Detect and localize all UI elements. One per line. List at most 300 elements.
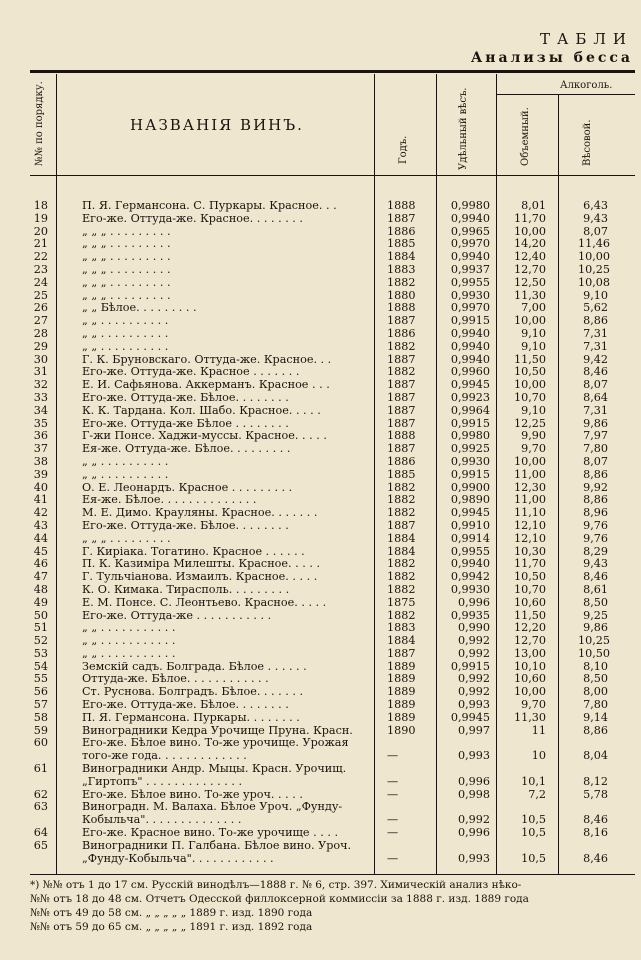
year: 1884 [387, 544, 416, 558]
wine-name: Его-же. Оттуда-же . . . . . . . . . . . [82, 609, 272, 622]
row-number: 21 [33, 237, 48, 251]
alcohol-weight: 9,14 [583, 710, 608, 724]
year: 1875 [387, 595, 416, 609]
specific-gravity: 0,9945 [450, 710, 490, 724]
alcohol-weight: 8,07 [583, 224, 608, 238]
alcohol-volume: 9,10 [521, 326, 546, 340]
alcohol-volume: 11 [531, 723, 546, 737]
table-row [30, 763, 635, 789]
specific-gravity: 0,993 [457, 698, 490, 712]
header-bottom-rule [30, 175, 635, 176]
specific-gravity: 0,9914 [450, 531, 490, 545]
specific-gravity: 0,997 [457, 723, 490, 737]
specific-gravity: 0,992 [457, 672, 490, 686]
specific-gravity: 0,9942 [450, 570, 490, 584]
alcohol-weight: 9,86 [583, 621, 608, 635]
alcohol-weight: 8,86 [583, 723, 608, 737]
wine-name: Г. Тульчіанова. Измаилъ. Красное. . . . . [82, 571, 318, 584]
row-number: 28 [33, 326, 48, 340]
table-row [30, 725, 635, 738]
row-number: 40 [33, 480, 48, 494]
alcohol-volume: 12,30 [513, 480, 546, 494]
alcohol-weight: 9,10 [583, 288, 608, 302]
alcohol-volume: 10 [531, 749, 546, 763]
wine-name: Е. И. Сафьянова. Аккерманъ. Красное . . . [82, 379, 330, 392]
row-number: 57 [33, 698, 48, 712]
specific-gravity: 0,993 [457, 749, 490, 763]
year: 1887 [387, 442, 416, 456]
year: 1882 [387, 493, 416, 507]
table-row [30, 597, 635, 610]
header-divider [436, 74, 437, 176]
row-number: 35 [33, 416, 48, 430]
specific-gravity: 0,992 [457, 646, 490, 660]
wine-name: Виноградники Кедра Урочище Пруна. Красн. [82, 724, 353, 737]
alcohol-volume: 7,2 [528, 787, 546, 801]
year: 1889 [387, 698, 416, 712]
row-number: 50 [33, 608, 48, 622]
wine-name: Г. К. Бруновскаго. Оттуда-же. Красное. . . [82, 353, 332, 366]
wine-name: „ „ . . . . . . . . . . . [82, 622, 176, 635]
alcohol-weight: 9,76 [583, 518, 608, 532]
specific-gravity: 0,9915 [450, 659, 490, 673]
col-specific-header: Удѣльный вѣсъ. [458, 87, 469, 170]
alcohol-volume: 10,10 [513, 659, 546, 673]
row-number: 33 [33, 390, 48, 404]
row-number: 64 [33, 826, 48, 840]
alcohol-weight: 10,25 [578, 634, 611, 648]
alcohol-weight: 10,50 [578, 646, 611, 660]
wine-name: „ „ . . . . . . . . . . . [82, 635, 176, 648]
specific-gravity: 0,992 [457, 813, 490, 827]
alcohol-volume: 10,70 [513, 582, 546, 596]
alcohol-volume: 10,00 [513, 314, 546, 328]
alcohol-weight: 7,97 [583, 429, 608, 443]
alcohol-volume: 13,00 [513, 646, 546, 660]
table-header [30, 74, 635, 176]
year: 1886 [387, 224, 416, 238]
alcohol-volume: 10,50 [513, 570, 546, 584]
wine-name: Виноградники Андр. Мыцы. Красн. Урочищ. „Гиртопъ" . . . . . . . . . . . . . . [82, 763, 347, 788]
alcohol-volume: 12,40 [513, 250, 546, 264]
alcohol-weight: 8,50 [583, 595, 608, 609]
alcohol-weight: 8,00 [583, 685, 608, 699]
wine-name: Его-же. Оттуда-же. Бѣлое. . . . . . . . [82, 391, 289, 404]
table-row [30, 277, 635, 290]
wine-name: „ „ „ . . . . . . . . . [82, 238, 171, 251]
row-number: 23 [33, 262, 48, 276]
year: 1882 [387, 582, 416, 596]
specific-gravity: 0,9945 [450, 506, 490, 520]
specific-gravity: 0,9940 [450, 250, 490, 264]
row-number: 51 [33, 621, 48, 635]
specific-gravity: 0,9925 [450, 442, 490, 456]
row-number: 25 [33, 288, 48, 302]
alcohol-volume: 12,25 [513, 416, 546, 430]
specific-gravity: 0,9970 [450, 301, 490, 315]
year: 1887 [387, 390, 416, 404]
wine-name: Ст. Руснова. Болградъ. Бѣлое. . . . . . . [82, 686, 304, 699]
alcohol-weight: 7,31 [583, 403, 608, 417]
alcohol-weight: 8,86 [583, 467, 608, 481]
alcohol-volume: 11,00 [513, 467, 546, 481]
wine-name: П. Я. Германсона. С. Пуркары. Красное. . . [82, 200, 337, 212]
alcohol-weight: 9,86 [583, 416, 608, 430]
alcohol-volume: 10,60 [513, 672, 546, 686]
alcohol-weight: 9,92 [583, 480, 608, 494]
specific-gravity: 0,9930 [450, 582, 490, 596]
alcohol-volume: 12,70 [513, 262, 546, 276]
wine-name: „ „ „ . . . . . . . . . [82, 225, 171, 238]
year: 1888 [387, 301, 416, 315]
specific-gravity: 0,9923 [450, 390, 490, 404]
year: — [387, 749, 399, 763]
wine-name: Его-же. Оттуда-же. Бѣлое. . . . . . . . [82, 519, 289, 532]
alcohol-weight: 7,31 [583, 339, 608, 353]
table-row [30, 699, 635, 712]
alcohol-volume: 12,70 [513, 634, 546, 648]
table-bottom-rule [30, 874, 635, 875]
specific-gravity: 0,9960 [450, 365, 490, 379]
top-rule [30, 70, 635, 73]
year: 1882 [387, 608, 416, 622]
alcohol-weight: 9,25 [583, 608, 608, 622]
row-number: 62 [33, 787, 48, 801]
table-row [30, 328, 635, 341]
alcohol-volume: 10,00 [513, 224, 546, 238]
table-row [30, 827, 635, 840]
wine-name: Его-же. Оттуда-же. Красное . . . . . . . [82, 366, 300, 379]
alcohol-weight: 10,08 [578, 275, 611, 289]
alcohol-volume: 11,50 [513, 608, 546, 622]
year: 1888 [387, 429, 416, 443]
specific-gravity: 0,9980 [450, 199, 490, 212]
alcohol-weight: 8,96 [583, 506, 608, 520]
row-number: 53 [33, 646, 48, 660]
specific-gravity: 0,9955 [450, 275, 490, 289]
wine-name: О. Е. Леонардъ. Красное . . . . . . . . . [82, 481, 293, 494]
alcohol-weight: 8,12 [583, 774, 608, 788]
row-number: 47 [33, 570, 48, 584]
year: 1885 [387, 237, 416, 251]
wine-name: „ „ Бѣлое. . . . . . . . . [82, 302, 197, 315]
wine-name: Виноградн. М. Валаха. Бѣлое Уроч. „Фунду-Кобыльча". . . . . . . . . . . . . . [82, 801, 343, 827]
table-row [30, 571, 635, 584]
specific-gravity: 0,996 [457, 595, 490, 609]
row-number: 36 [33, 429, 48, 443]
year: — [387, 826, 399, 840]
alcohol-weight: 10,25 [578, 262, 611, 276]
year: 1882 [387, 365, 416, 379]
table-row [30, 456, 635, 469]
specific-gravity: 0,9980 [450, 429, 490, 443]
year: 1887 [387, 403, 416, 417]
alcohol-weight: 5,62 [583, 301, 608, 315]
wine-name: Оттуда-же. Бѣлое. . . . . . . . . . . . [82, 673, 269, 686]
alcohol-weight: 8,50 [583, 672, 608, 686]
specific-gravity: 0,9937 [450, 262, 490, 276]
col-alcohol-header: Алкоголь. [560, 80, 613, 91]
specific-gravity: 0,9935 [450, 608, 490, 622]
alcohol-volume: 10,5 [521, 813, 546, 827]
alcohol-volume: 12,50 [513, 275, 546, 289]
year: 1887 [387, 416, 416, 430]
year: — [387, 851, 399, 865]
year: 1886 [387, 326, 416, 340]
alcohol-volume: 10,70 [513, 390, 546, 404]
wine-name: П. К. Казиміра Милешты. Красное. . . . . [82, 558, 321, 571]
year: 1886 [387, 454, 416, 468]
specific-gravity: 0,9940 [450, 211, 490, 225]
row-number: 38 [33, 454, 48, 468]
row-number: 58 [33, 710, 48, 724]
year: 1889 [387, 710, 416, 724]
specific-gravity: 0,9915 [450, 416, 490, 430]
year: 1883 [387, 621, 416, 635]
alcohol-weight: 7,80 [583, 442, 608, 456]
alcohol-weight: 9,76 [583, 531, 608, 545]
alcohol-volume: 10,5 [521, 851, 546, 865]
wine-name: „ „ „ . . . . . . . . . [82, 251, 171, 264]
header-divider [56, 74, 57, 176]
specific-gravity: 0,9940 [450, 557, 490, 571]
wine-name: Земскій садъ. Болграда. Бѣлое . . . . . . [82, 660, 307, 673]
alcohol-weight: 9,42 [583, 352, 608, 366]
specific-gravity: 0,993 [457, 851, 490, 865]
footnote: №№ отъ 49 до 58 см. „ „ „ „ „ 1889 г. изд. 1890 года [30, 907, 313, 919]
alcohol-weight: 8,16 [583, 826, 608, 840]
alcohol-weight: 8,04 [583, 749, 608, 763]
year: 1889 [387, 685, 416, 699]
row-number: 56 [33, 685, 48, 699]
year: 1882 [387, 506, 416, 520]
footnotes [30, 878, 635, 934]
alcohol-volume: 11,70 [513, 557, 546, 571]
row-number: 61 [33, 762, 48, 776]
alcohol-volume: 11,10 [513, 506, 546, 520]
alcohol-volume: 9,10 [521, 339, 546, 353]
alcohol-volume: 10,50 [513, 365, 546, 379]
table-row [30, 341, 635, 354]
year: — [387, 774, 399, 788]
wine-name: Г. Киріака. Тогатино. Красное . . . . . . [82, 545, 305, 558]
specific-gravity: 0,996 [457, 774, 490, 788]
table-row [30, 840, 635, 866]
specific-gravity: 0,9890 [450, 493, 490, 507]
alcohol-volume: 11,00 [513, 493, 546, 507]
row-number: 45 [33, 544, 48, 558]
year: 1883 [387, 262, 416, 276]
table-row [30, 392, 635, 405]
table-row [30, 648, 635, 661]
footnote: *) №№ отъ 1 до 17 см. Русскій винодѣлъ—1888 г. № 6, стр. 397. Химическій анализ нѣко- [30, 879, 522, 891]
year: 1887 [387, 211, 416, 225]
wine-name: Ея-же. Оттуда-же. Бѣлое. . . . . . . . . [82, 443, 291, 456]
alcohol-volume: 10,1 [521, 774, 546, 788]
year: 1882 [387, 570, 416, 584]
row-number: 26 [33, 301, 48, 315]
table-row [30, 507, 635, 520]
table-row [30, 405, 635, 418]
year: 1887 [387, 518, 416, 532]
col-year-header: Годъ. [398, 135, 409, 164]
specific-gravity: 0,9915 [450, 467, 490, 481]
wine-name: „ „ „ . . . . . . . . . [82, 276, 171, 289]
row-number: 24 [33, 275, 48, 289]
col-volume-header: Объемный. [520, 107, 531, 166]
year: 1882 [387, 557, 416, 571]
alcohol-weight: 9,43 [583, 211, 608, 225]
alcohol-volume: 10,30 [513, 544, 546, 558]
year: 1887 [387, 314, 416, 328]
wine-name: П. Я. Германсона. Пуркары. . . . . . . . [82, 711, 300, 724]
table-row [30, 213, 635, 226]
wine-name: „ „ „ . . . . . . . . . [82, 263, 171, 276]
wine-name: „ „ „ . . . . . . . . . [82, 532, 171, 545]
wine-name: „ „ . . . . . . . . . . [82, 327, 169, 340]
alcohol-volume: 11,30 [513, 288, 546, 302]
specific-gravity: 0,9910 [450, 518, 490, 532]
row-number: 41 [33, 493, 48, 507]
table-row [30, 635, 635, 648]
alcohol-weight: 8,46 [583, 365, 608, 379]
table-row [30, 801, 635, 827]
row-number: 52 [33, 634, 48, 648]
row-number: 19 [33, 211, 48, 225]
header-divider [374, 74, 375, 176]
specific-gravity: 0,9915 [450, 314, 490, 328]
year: 1882 [387, 339, 416, 353]
specific-gravity: 0,9900 [450, 480, 490, 494]
specific-gravity: 0,996 [457, 826, 490, 840]
alcohol-volume: 9,10 [521, 403, 546, 417]
specific-gravity: 0,9964 [450, 403, 490, 417]
row-number: 31 [33, 365, 48, 379]
alcohol-weight: 8,46 [583, 813, 608, 827]
specific-gravity: 0,9965 [450, 224, 490, 238]
row-number: 29 [33, 339, 48, 353]
row-number: 65 [33, 838, 48, 852]
specific-gravity: 0,990 [457, 621, 490, 635]
alcohol-weight: 8,46 [583, 570, 608, 584]
wine-name: Его-же. Оттуда-же. Красное. . . . . . . . [82, 212, 303, 225]
row-number: 27 [33, 314, 48, 328]
wine-name: Е. М. Понсе. С. Леонтьево. Красное. . . . . [82, 596, 327, 609]
wine-name: „ „ . . . . . . . . . . [82, 315, 169, 328]
year: 1885 [387, 467, 416, 481]
row-number: 59 [33, 723, 48, 737]
alcohol-rule [496, 94, 635, 95]
alcohol-weight: 10,00 [578, 250, 611, 264]
alcohol-volume: 8,01 [521, 199, 546, 212]
alcohol-weight: 8,86 [583, 493, 608, 507]
alcohol-volume: 14,20 [513, 237, 546, 251]
year: 1889 [387, 659, 416, 673]
row-number: 32 [33, 378, 48, 392]
row-number: 63 [33, 800, 48, 814]
alcohol-volume: 11,30 [513, 710, 546, 724]
alcohol-weight: 7,31 [583, 326, 608, 340]
alcohol-weight: 5,78 [583, 787, 608, 801]
alcohol-weight: 8,29 [583, 544, 608, 558]
alcohol-weight: 8,07 [583, 378, 608, 392]
row-number: 20 [33, 224, 48, 238]
year: 1890 [387, 723, 416, 737]
table-row [30, 789, 635, 802]
table-title: ТАБЛИ [540, 30, 633, 48]
header-divider [496, 74, 497, 176]
alcohol-volume: 10,00 [513, 378, 546, 392]
alcohol-volume: 12,10 [513, 531, 546, 545]
alcohol-weight: 6,43 [583, 199, 608, 212]
table-row [30, 469, 635, 482]
wine-name: Его-же. Оттуда-же Бѣлое . . . . . . . . [82, 417, 289, 430]
year: 1884 [387, 531, 416, 545]
year: — [387, 813, 399, 827]
row-number: 46 [33, 557, 48, 571]
alcohol-volume: 10,00 [513, 685, 546, 699]
specific-gravity: 0,9945 [450, 378, 490, 392]
table-row [30, 533, 635, 546]
table-subtitle: Анализы бесса [470, 50, 633, 66]
wine-name: Его-же. Бѣлое вино. То-же уроч. . . . . [82, 788, 303, 801]
year: 1889 [387, 672, 416, 686]
year: — [387, 787, 399, 801]
row-number: 18 [33, 199, 48, 212]
footnote: №№ отъ 59 до 65 см. „ „ „ „ „ 1891 г. изд. 1892 годa [30, 921, 313, 933]
col-no-header: №№ по порядку. [34, 81, 45, 166]
alcohol-volume: 11,50 [513, 352, 546, 366]
row-number: 49 [33, 595, 48, 609]
alcohol-volume: 9,90 [521, 429, 546, 443]
wine-name: Его-же. Бѣлое вино. То-же урочище. Урожая того-же года. . . . . . . . . . . . . [82, 737, 349, 763]
alcohol-weight: 8,07 [583, 454, 608, 468]
table-row [30, 712, 635, 725]
specific-gravity: 0,9930 [450, 454, 490, 468]
alcohol-weight: 9,43 [583, 557, 608, 571]
alcohol-volume: 9,70 [521, 698, 546, 712]
row-number: 44 [33, 531, 48, 545]
specific-gravity: 0,9955 [450, 544, 490, 558]
table-row [30, 584, 635, 597]
wine-name: Виноградники П. Галбана. Бѣлое вино. Уроч. „Фунду-Кобыльча". . . . . . . . . . . . [82, 839, 352, 865]
row-number: 54 [33, 659, 48, 673]
alcohol-volume: 12,20 [513, 621, 546, 635]
col-name-header: НАЗВАНІЯ ВИНЪ. [130, 116, 304, 134]
alcohol-volume: 9,70 [521, 442, 546, 456]
header-divider [558, 94, 559, 176]
year: 1882 [387, 480, 416, 494]
alcohol-volume: 12,10 [513, 518, 546, 532]
row-number: 22 [33, 250, 48, 264]
wine-name: Его-же. Красное вино. То-же урочище . . . . [82, 827, 339, 840]
wine-name: Ея-же. Бѣлое. . . . . . . . . . . . . . [82, 494, 257, 507]
alcohol-weight: 8,86 [583, 314, 608, 328]
year: 1888 [387, 199, 416, 212]
alcohol-weight: 8,61 [583, 582, 608, 596]
specific-gravity: 0,9940 [450, 352, 490, 366]
row-number: 30 [33, 352, 48, 366]
alcohol-volume: 10,00 [513, 454, 546, 468]
specific-gravity: 0,9940 [450, 326, 490, 340]
year: 1882 [387, 275, 416, 289]
row-number: 60 [33, 736, 48, 750]
table-row [30, 520, 635, 533]
wine-name: „ „ „ . . . . . . . . . [82, 289, 171, 302]
alcohol-weight: 7,80 [583, 698, 608, 712]
wine-name: „ „ . . . . . . . . . . [82, 340, 169, 353]
year: 1884 [387, 634, 416, 648]
